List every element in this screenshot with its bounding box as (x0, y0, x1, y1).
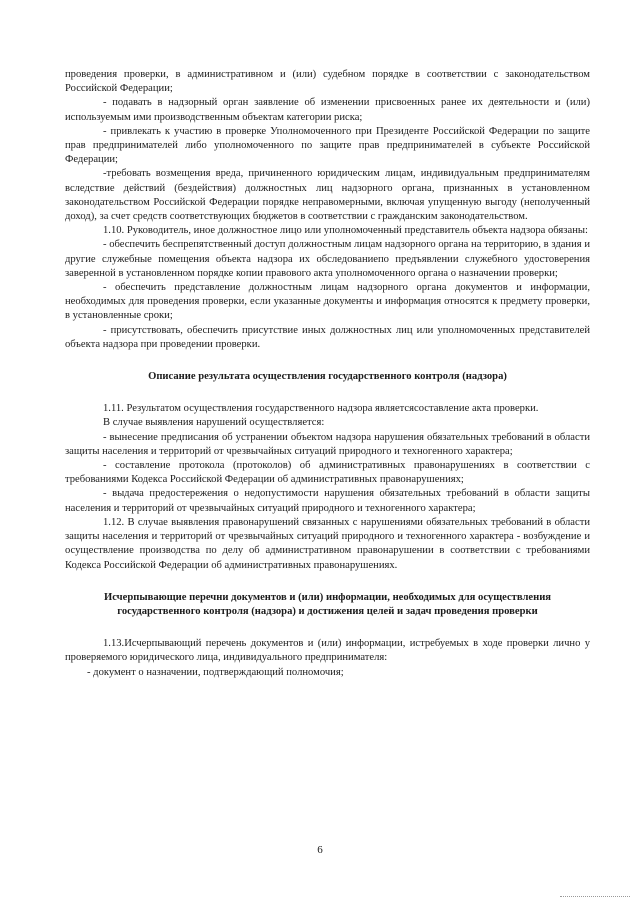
spacer (65, 384, 590, 402)
paragraph: 1.10. Руководитель, иное должностное лицо или уполномоченный представитель объекта надзора обязаны: (103, 225, 588, 237)
spacer (65, 619, 590, 637)
paragraph: В случае выявления нарушений осуществляется: (103, 417, 325, 429)
spacer (65, 352, 590, 370)
spacer (65, 573, 590, 591)
page-number: 6 (317, 844, 323, 856)
paragraph: - привлекать к участию в проверке Уполномоченного при Президенте Российской Федерации по защите прав предпринимателей либо уполномоченного по защите прав предпринимателей в субъекте Российской Федерации; (65, 125, 590, 166)
paragraph: - подавать в надзорный орган заявление об изменении присвоенных ранее их деятельности и (или) используемым ими производственным объектам категории риска; (65, 97, 590, 123)
section-heading: Исчерпывающие перечни документов и (или) информации, необходимых для осуществления государственного контроля (надзора) и достижения целей и задач проведения проверки (103, 591, 552, 617)
scan-artifact (560, 896, 630, 897)
section-heading: Описание результата осуществления государственного контроля (надзора) (148, 371, 507, 383)
paragraph: -требовать возмещения вреда, причиненного юридическим лицам, индивидуальным предпринимателям вследствие действий (бездействия) должностных лиц надзорного органа, признанных в установленном законодательством Российской Федерации порядке неправомерными, включая упущенную выгоду (неполученный доход), за счет средств соответствующих бюджетов в соответствии с гражданским законодательством. (65, 168, 590, 223)
paragraph: - составление протокола (протоколов) об административных правонарушениях в соответствии с требованиями Кодекса Российской Федерации об административных правонарушениях; (65, 460, 590, 486)
paragraph: 1.12. В случае выявления правонарушений связанных с нарушениями обязательных требований в области защиты населения и территорий от чрезвычайных ситуаций природного и техногенного характера - возбуждение и осуществление производства по делу об административном правонарушении в соответствии с требованиями Кодекса Российской Федерации об административных правонарушениях. (65, 516, 590, 571)
paragraph: - обеспечить беспрепятственный доступ должностным лицам надзорного органа на территорию, в здания и другие служебные помещения объекта надзора их обследованиепо предъявлении служебного удостоверения заверенной в установленном порядке копии правового акта уполномоченного органа о назначении проверки; (65, 239, 590, 279)
paragraph: - вынесение предписания об устранении объектом надзора нарушения обязательных требований в области защиты населения и территорий от чрезвычайных ситуаций природного и техногенного характера; (65, 431, 590, 457)
paragraph: - документ о назначении, подтверждающий полномочия; (87, 666, 344, 678)
paragraph: - выдача предостережения о недопустимости нарушения обязательных требований в области защиты населения и территорий от чрезвычайных ситуаций природного и техногенного характера; (65, 488, 590, 514)
paragraph: - обеспечить представление должностным лицам надзорного органа документов и информации, необходимых для проведения проверки, если указанные документы и информация относятся к предмету проверки, в установленные сроки; (65, 282, 590, 322)
paragraph: 1.13.Исчерпывающий перечень документов и (или) информации, истребуемых в ходе проверки лично у проверяемого юридического лица, индивидуального предпринимателя: (65, 638, 590, 664)
paragraph: - присутствовать, обеспечить присутствие иных должностных лиц или уполномоченных представителей объекта надзора при проведении проверки. (65, 324, 590, 350)
paragraph: проведения проверки, в административном и (или) судебном порядке в соответствии с законодательством Российской Федерации; (65, 69, 590, 95)
paragraph: 1.11. Результатом осуществления государственного надзора являетсясоставление акта проверки. (103, 403, 539, 415)
